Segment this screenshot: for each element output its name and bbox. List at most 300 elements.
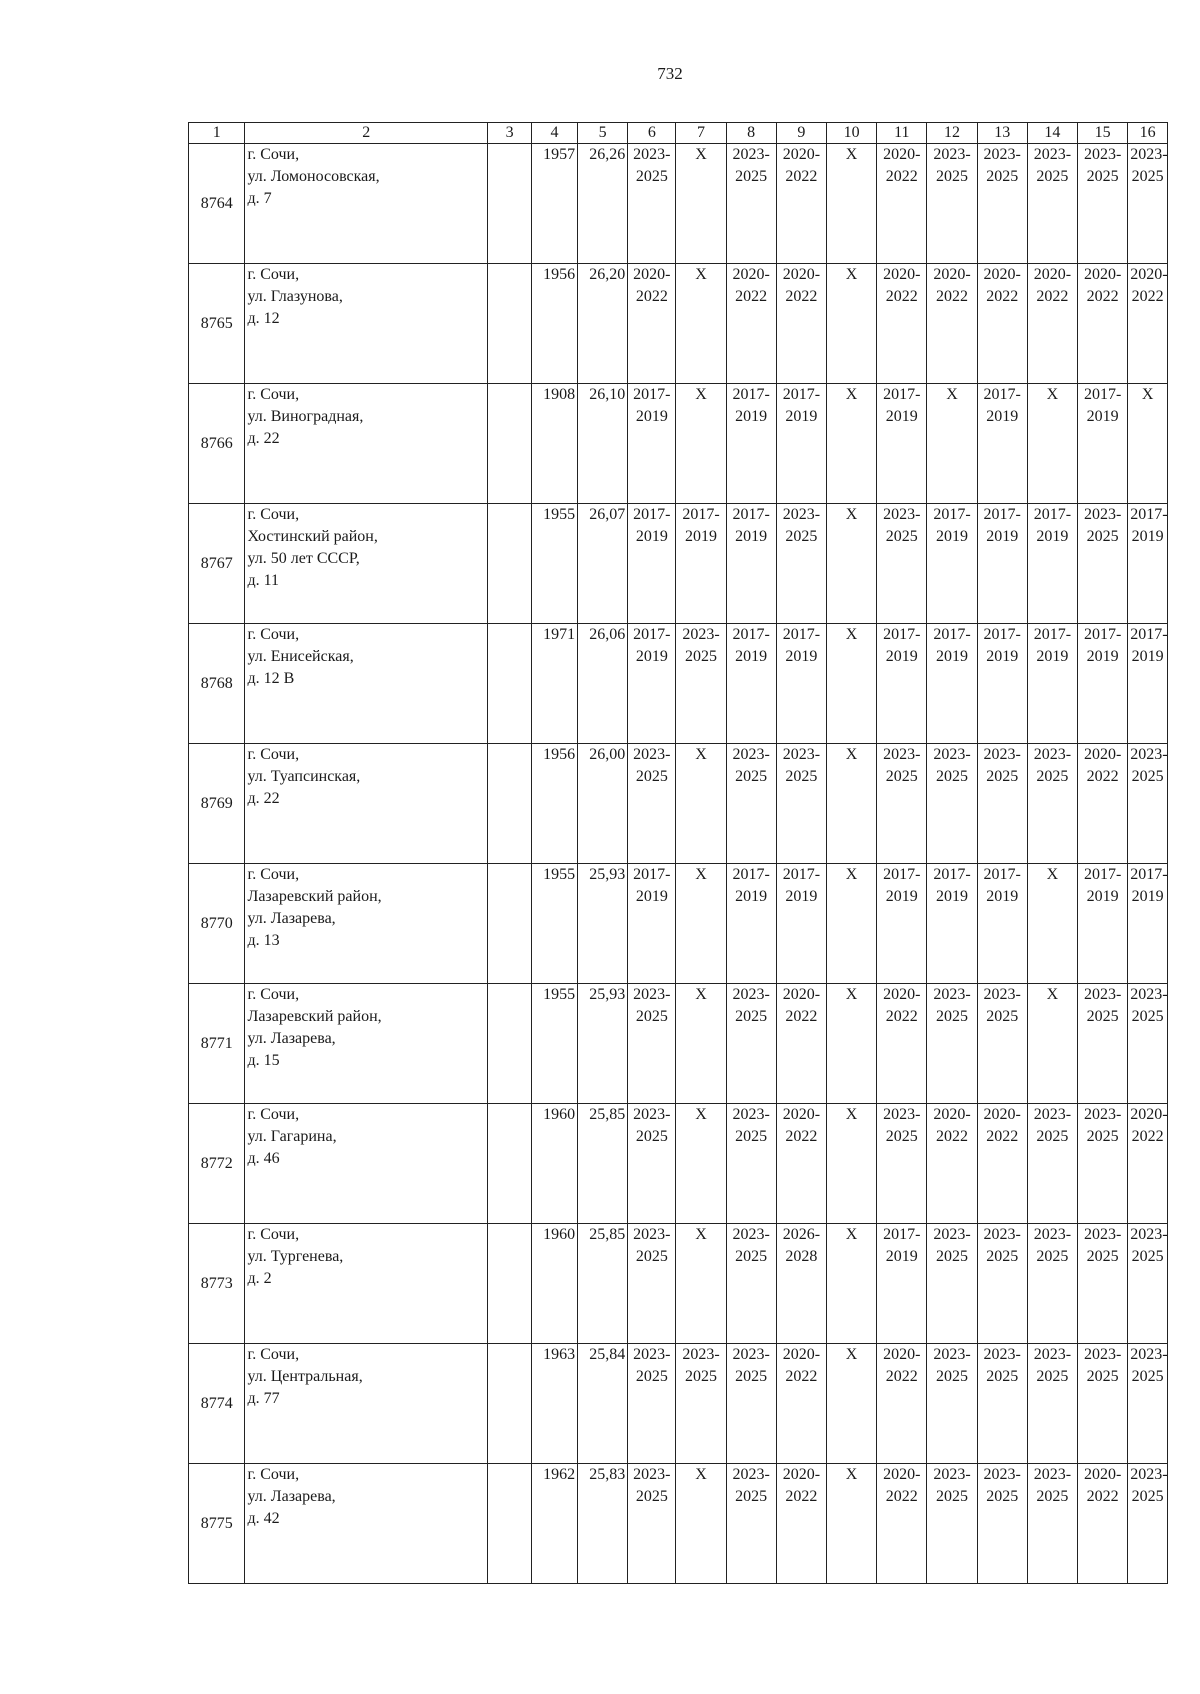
address-line: д. 77: [247, 1390, 280, 1407]
period-line: 2023-: [732, 986, 770, 1003]
address-cell: [245, 504, 488, 624]
period-line: 2028: [785, 1248, 818, 1265]
table-row: [189, 1224, 1168, 1344]
period-cell-col-9: [776, 1344, 826, 1464]
period-line: 2025: [1131, 1488, 1164, 1505]
period-line: 2019: [1086, 888, 1119, 905]
address-line: д. 22: [247, 790, 280, 807]
period-cell-col-9: [776, 384, 826, 504]
col3-cell: [488, 624, 532, 744]
period-line: 2019: [986, 888, 1019, 905]
period-line: 2019: [635, 888, 668, 905]
period-line: 2019: [735, 528, 768, 545]
period-line: 2022: [785, 1368, 818, 1385]
period-cell-col-10: [826, 384, 876, 504]
period-line: 2025: [1131, 1368, 1164, 1385]
period-line: 2023-: [633, 1466, 671, 1483]
address-line: ул. Енисейская,: [247, 648, 354, 665]
period-cell-col-13: [977, 624, 1027, 744]
period-line: X: [695, 266, 707, 283]
period-line: 2023-: [933, 1226, 971, 1243]
period-line: 2025: [986, 1488, 1019, 1505]
col3-cell: [488, 1344, 532, 1464]
period-line: X: [845, 986, 858, 1003]
period-line: X: [695, 986, 707, 1003]
period-line: 2023-: [983, 986, 1021, 1003]
period-line: 2019: [885, 408, 918, 425]
period-line: 2025: [986, 1248, 1019, 1265]
period-line: 2019: [1131, 648, 1164, 665]
period-line: 2017-: [1130, 506, 1168, 523]
period-cell-col-12: [927, 624, 977, 744]
period-line: 2023-: [883, 1106, 921, 1123]
period-line: 2017-: [1130, 626, 1168, 643]
period-line: 2019: [1086, 408, 1119, 425]
address-cell: [245, 624, 488, 744]
period-cell-col-8: [726, 1344, 776, 1464]
period-line: 2017-: [883, 866, 921, 883]
period-line: 2023-: [983, 1346, 1021, 1363]
period-line: 2023-: [732, 1106, 770, 1123]
period-line: 2017-: [782, 386, 821, 403]
period-line: 2025: [935, 1008, 968, 1025]
period-line: 2023-: [732, 1226, 770, 1243]
period-line: 2023-: [732, 1466, 770, 1483]
period-line: 2020-: [983, 266, 1021, 283]
period-cell-col-7: [676, 1344, 726, 1464]
row-number: 8767: [189, 504, 245, 624]
period-line: 2017-: [1033, 626, 1072, 643]
row-number: 8769: [189, 744, 245, 864]
address-line: г. Сочи,: [247, 626, 300, 643]
period-line: 2023-: [933, 746, 971, 763]
period-cell-col-7: [676, 864, 726, 984]
period-line: 2020-: [782, 146, 821, 163]
address-cell: [245, 984, 488, 1104]
period-line: 2025: [1086, 528, 1119, 545]
period-cell-col-12: [927, 504, 977, 624]
period-line: 2023-: [682, 626, 720, 643]
header-col-5: 5: [578, 123, 628, 144]
row-number: 8768: [189, 624, 245, 744]
address-line: д. 12 В: [247, 670, 295, 687]
period-cell-col-13: [977, 144, 1027, 264]
table-row: [189, 744, 1168, 864]
period-line: 2022: [785, 1488, 818, 1505]
period-line: 2020-: [732, 266, 770, 283]
period-cell-col-16: [1128, 264, 1168, 384]
period-cell-col-15: [1078, 504, 1128, 624]
period-line: 2023-: [983, 746, 1021, 763]
row-number: 8772: [189, 1104, 245, 1224]
period-cell-col-11: [877, 1344, 927, 1464]
period-cell-col-9: [776, 1224, 826, 1344]
period-line: 2017-: [782, 626, 821, 643]
period-line: X: [695, 1106, 707, 1123]
period-line: 2022: [885, 288, 918, 305]
row-number: 8775: [189, 1464, 245, 1584]
period-line: 2025: [1131, 768, 1164, 785]
address-line: г. Сочи,: [247, 1106, 300, 1123]
period-line: 2022: [1131, 288, 1164, 305]
period-cell-col-6: [628, 264, 676, 384]
period-line: 2023-: [1033, 1466, 1072, 1483]
period-cell-col-6: [628, 1344, 676, 1464]
header-row: [189, 123, 1168, 144]
period-cell-col-13: [977, 384, 1027, 504]
address-line: д. 12: [247, 310, 280, 327]
area-cell: 26,07: [578, 504, 628, 624]
period-line: 2023-: [732, 146, 770, 163]
period-cell-col-12: [927, 984, 977, 1104]
year-cell: 1957: [532, 144, 578, 264]
period-cell-col-9: [776, 1104, 826, 1224]
period-line: 2019: [986, 408, 1019, 425]
period-line: X: [845, 266, 858, 283]
period-line: 2025: [1086, 168, 1119, 185]
period-line: 2017-: [633, 506, 671, 523]
period-line: 2025: [635, 768, 668, 785]
period-line: 2019: [785, 648, 818, 665]
table-body: [189, 144, 1168, 1584]
period-line: 2023-: [1033, 146, 1072, 163]
period-cell-col-13: [977, 1464, 1027, 1584]
period-line: 2020-: [1083, 1466, 1122, 1483]
period-line: 2025: [735, 1248, 768, 1265]
period-line: 2023-: [633, 746, 671, 763]
period-line: 2019: [635, 528, 668, 545]
period-line: 2019: [1086, 648, 1119, 665]
period-cell-col-9: [776, 1464, 826, 1584]
period-line: 2023-: [633, 1226, 671, 1243]
table-row: [189, 144, 1168, 264]
period-line: 2025: [1086, 1368, 1119, 1385]
period-line: 2019: [986, 528, 1019, 545]
table-row: [189, 624, 1168, 744]
period-cell-col-9: [776, 984, 826, 1104]
period-cell-col-7: [676, 384, 726, 504]
area-cell: 26,00: [578, 744, 628, 864]
period-cell-col-16: [1128, 144, 1168, 264]
period-line: 2025: [635, 168, 668, 185]
period-cell-col-6: [628, 864, 676, 984]
period-line: 2023-: [1130, 1466, 1168, 1483]
address-line: ул. Туапсинская,: [247, 768, 361, 785]
address-line: ул. Лазарева,: [247, 1488, 336, 1505]
period-line: 2019: [1131, 888, 1164, 905]
row-number: 8774: [189, 1344, 245, 1464]
period-cell-col-15: [1078, 624, 1128, 744]
period-cell-col-8: [726, 744, 776, 864]
address-line: д. 22: [247, 430, 280, 447]
period-line: 2023-: [1083, 986, 1122, 1003]
period-cell-col-8: [726, 144, 776, 264]
table-row: [189, 864, 1168, 984]
header-col-6: 6: [628, 123, 676, 144]
col3-cell: [488, 864, 532, 984]
period-line: 2017-: [1033, 506, 1072, 523]
col3-cell: [488, 384, 532, 504]
address-line: ул. Глазунова,: [247, 288, 343, 305]
period-cell-col-16: [1128, 504, 1168, 624]
period-line: 2020-: [983, 1106, 1021, 1123]
period-cell-col-7: [676, 144, 726, 264]
period-line: 2023-: [1130, 1346, 1168, 1363]
period-line: X: [1141, 386, 1154, 403]
address-line: ул. Тургенева,: [247, 1248, 344, 1265]
period-line: 2022: [1086, 1488, 1119, 1505]
period-cell-col-8: [726, 1224, 776, 1344]
page-number: 732: [657, 64, 683, 83]
address-line: д. 7: [247, 190, 272, 207]
period-cell-col-16: [1128, 384, 1168, 504]
address-cell: [245, 144, 488, 264]
header-col-2: 2: [245, 123, 488, 144]
header-col-4: 4: [532, 123, 578, 144]
period-line: 2019: [635, 408, 668, 425]
period-line: 2023-: [1033, 746, 1072, 763]
period-line: 2017-: [732, 386, 770, 403]
period-line: 2017-: [883, 626, 921, 643]
address-line: г. Сочи,: [247, 266, 300, 283]
period-cell-col-15: [1078, 1344, 1128, 1464]
period-line: 2023-: [933, 146, 971, 163]
table-row: [189, 264, 1168, 384]
period-line: 2025: [1086, 1008, 1119, 1025]
period-line: 2025: [635, 1488, 668, 1505]
address-line: ул. Лазарева,: [247, 1030, 336, 1047]
year-cell: 1971: [532, 624, 578, 744]
period-cell-col-14: [1027, 384, 1077, 504]
period-cell-col-6: [628, 1104, 676, 1224]
header-col-1: 1: [189, 123, 245, 144]
period-cell-col-12: [927, 1464, 977, 1584]
period-cell-col-13: [977, 1224, 1027, 1344]
period-cell-col-13: [977, 504, 1027, 624]
year-cell: 1963: [532, 1344, 578, 1464]
address-line: г. Сочи,: [247, 1466, 300, 1483]
period-line: 2023-: [782, 506, 821, 523]
period-cell-col-6: [628, 1464, 676, 1584]
period-line: 2017-: [1130, 866, 1168, 883]
col3-cell: [488, 1104, 532, 1224]
period-line: 2020-: [782, 1106, 821, 1123]
address-line: д. 42: [247, 1510, 280, 1527]
address-line: ул. Гагарина,: [247, 1128, 337, 1145]
header-col-11: 11: [877, 123, 927, 144]
period-cell-col-8: [726, 984, 776, 1104]
address-cell: [245, 1104, 488, 1224]
period-line: 2025: [735, 1008, 768, 1025]
row-number: 8766: [189, 384, 245, 504]
address-line: г. Сочи,: [247, 986, 300, 1003]
header-col-13: 13: [977, 123, 1027, 144]
address-cell: [245, 264, 488, 384]
period-cell-col-16: [1128, 1464, 1168, 1584]
address-cell: [245, 1344, 488, 1464]
row-number: 8764: [189, 144, 245, 264]
address-line: д. 2: [247, 1270, 272, 1287]
period-cell-col-15: [1078, 384, 1128, 504]
row-number: 8765: [189, 264, 245, 384]
period-line: X: [845, 1346, 858, 1363]
period-line: 2020-: [782, 1466, 821, 1483]
period-line: 2017-: [1083, 866, 1122, 883]
period-line: 2019: [1036, 528, 1069, 545]
period-cell-col-10: [826, 1224, 876, 1344]
period-line: 2025: [1131, 1248, 1164, 1265]
period-cell-col-14: [1027, 984, 1077, 1104]
period-line: 2022: [885, 1488, 918, 1505]
period-cell-col-7: [676, 624, 726, 744]
period-line: 2017-: [933, 506, 971, 523]
period-cell-col-16: [1128, 1344, 1168, 1464]
period-cell-col-11: [877, 264, 927, 384]
period-line: 2020-: [782, 1346, 821, 1363]
period-cell-col-11: [877, 624, 927, 744]
period-line: 2019: [935, 648, 968, 665]
period-cell-col-13: [977, 744, 1027, 864]
period-cell-col-15: [1078, 744, 1128, 864]
address-line: Хостинский район,: [247, 528, 378, 545]
period-cell-col-9: [776, 264, 826, 384]
period-line: 2023-: [983, 1226, 1021, 1243]
period-line: 2023-: [933, 986, 971, 1003]
period-cell-col-11: [877, 384, 927, 504]
period-cell-col-10: [826, 864, 876, 984]
period-line: 2020-: [933, 1106, 971, 1123]
period-cell-col-9: [776, 864, 826, 984]
address-line: ул. 50 лет СССР,: [247, 550, 360, 567]
period-cell-col-9: [776, 624, 826, 744]
period-line: 2017-: [983, 506, 1021, 523]
period-line: X: [845, 506, 858, 523]
period-line: 2025: [635, 1128, 668, 1145]
period-line: 2023-: [1083, 506, 1122, 523]
col3-cell: [488, 1464, 532, 1584]
period-line: 2023-: [1033, 1226, 1072, 1243]
year-cell: 1955: [532, 504, 578, 624]
period-line: 2017-: [1083, 386, 1122, 403]
address-line: г. Сочи,: [247, 746, 300, 763]
period-line: 2019: [735, 888, 768, 905]
area-cell: 25,93: [578, 864, 628, 984]
period-line: 2023-: [1083, 1346, 1122, 1363]
year-cell: 1955: [532, 864, 578, 984]
period-line: X: [845, 386, 858, 403]
period-line: X: [695, 1466, 707, 1483]
header-col-14: 14: [1027, 123, 1077, 144]
area-cell: 26,20: [578, 264, 628, 384]
period-cell-col-10: [826, 264, 876, 384]
period-cell-col-11: [877, 1104, 927, 1224]
period-cell-col-12: [927, 264, 977, 384]
period-line: 2020-: [782, 986, 821, 1003]
period-line: 2019: [1036, 648, 1069, 665]
period-cell-col-6: [628, 744, 676, 864]
period-cell-col-9: [776, 144, 826, 264]
period-cell-col-10: [826, 1344, 876, 1464]
period-cell-col-10: [826, 1104, 876, 1224]
address-cell: [245, 1224, 488, 1344]
period-line: 2025: [785, 528, 818, 545]
period-line: 2023-: [983, 146, 1021, 163]
period-cell-col-14: [1027, 744, 1077, 864]
period-line: 2023-: [633, 146, 671, 163]
period-line: 2020-: [633, 266, 671, 283]
period-cell-col-15: [1078, 1464, 1128, 1584]
period-cell-col-14: [1027, 864, 1077, 984]
period-line: 2023-: [983, 1466, 1021, 1483]
period-line: 2019: [684, 528, 717, 545]
period-cell-col-8: [726, 264, 776, 384]
period-line: 2019: [986, 648, 1019, 665]
period-line: 2025: [1086, 1128, 1119, 1145]
period-line: 2022: [1036, 288, 1069, 305]
period-line: 2017-: [732, 626, 770, 643]
address-cell: [245, 744, 488, 864]
period-cell-col-12: [927, 1224, 977, 1344]
area-cell: 26,06: [578, 624, 628, 744]
period-line: 2020-: [883, 146, 921, 163]
period-cell-col-15: [1078, 984, 1128, 1104]
row-number: 8770: [189, 864, 245, 984]
period-line: 2017-: [1083, 626, 1122, 643]
period-line: 2025: [735, 1488, 768, 1505]
address-line: ул. Виноградная,: [247, 408, 364, 425]
period-line: 2019: [885, 888, 918, 905]
col3-cell: [488, 264, 532, 384]
period-line: 2019: [885, 1248, 918, 1265]
header-col-16: 16: [1128, 123, 1168, 144]
period-line: 2019: [935, 888, 968, 905]
period-cell-col-12: [927, 1104, 977, 1224]
period-line: 2020-: [883, 986, 921, 1003]
period-line: 2025: [1131, 1008, 1164, 1025]
period-line: 2025: [1036, 1368, 1069, 1385]
period-line: 2023-: [633, 986, 671, 1003]
period-line: 2025: [986, 1008, 1019, 1025]
period-line: 2020-: [1130, 266, 1168, 283]
period-line: 2025: [1131, 168, 1164, 185]
period-line: 2025: [635, 1008, 668, 1025]
period-line: 2025: [935, 1368, 968, 1385]
period-line: 2023-: [1130, 146, 1168, 163]
period-cell-col-12: [927, 144, 977, 264]
period-line: 2023-: [1130, 1226, 1168, 1243]
period-cell-col-7: [676, 984, 726, 1104]
period-cell-col-12: [927, 1344, 977, 1464]
period-line: 2025: [935, 1248, 968, 1265]
period-line: 2026-: [782, 1226, 821, 1243]
address-line: г. Сочи,: [247, 866, 300, 883]
period-line: 2025: [735, 1128, 768, 1145]
period-line: 2023-: [633, 1346, 671, 1363]
period-line: 2022: [635, 288, 668, 305]
period-line: X: [845, 146, 858, 163]
period-cell-col-8: [726, 504, 776, 624]
period-line: 2019: [785, 888, 818, 905]
period-cell-col-16: [1128, 1224, 1168, 1344]
header-col-10: 10: [826, 123, 876, 144]
period-line: 2023-: [1130, 746, 1168, 763]
period-line: 2020-: [883, 1466, 921, 1483]
period-line: X: [695, 1226, 707, 1243]
period-line: 2020-: [883, 1346, 921, 1363]
address-line: г. Сочи,: [247, 386, 300, 403]
period-cell-col-14: [1027, 1344, 1077, 1464]
period-cell-col-8: [726, 624, 776, 744]
